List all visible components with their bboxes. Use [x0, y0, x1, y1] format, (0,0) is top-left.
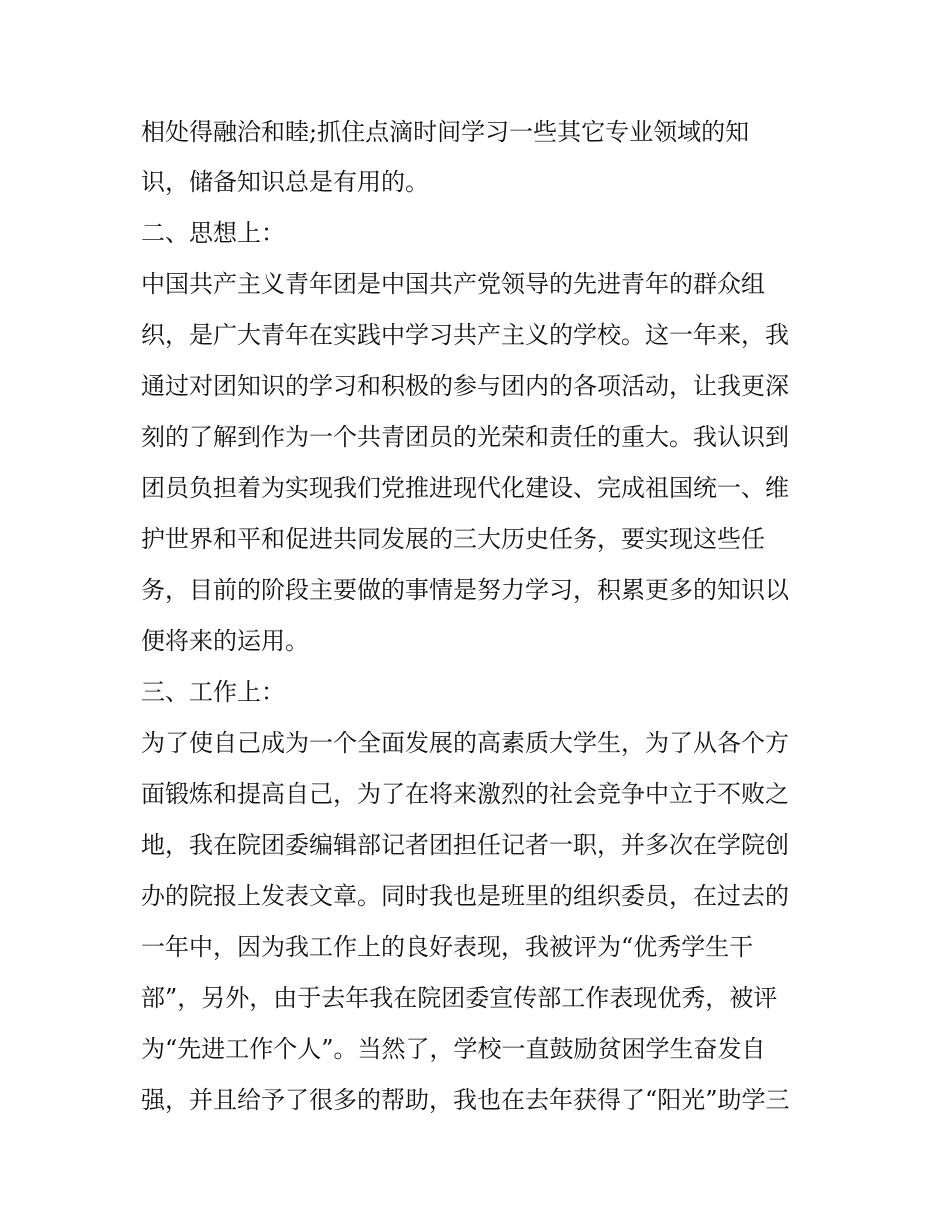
text-line: 识，储备知识总是有用的。 [141, 168, 429, 196]
text-line: 护世界和平和促进共同发展的三大历史任务，要实现这些任 [141, 525, 765, 553]
text-line: 通过对团知识的学习和积极的参与团内的各项活动，让我更深 [141, 372, 789, 400]
text-line: 面锻炼和提高自己，为了在将来激烈的社会竞争中立于不败之 [141, 780, 789, 808]
text-line: 务，目前的阶段主要做的事情是努力学习，积累更多的知识以 [141, 576, 789, 604]
text-line: 办的院报上发表文章。同时我也是班里的组织委员，在过去的 [141, 882, 789, 910]
text-line: 一年中，因为我工作上的良好表现，我被评为“优秀学生干 [141, 933, 754, 961]
text-line: 团员负担着为实现我们党推进现代化建设、完成祖国统一、维 [141, 474, 789, 502]
text-line: 为“先进工作个人”。当然了，学校一直鼓励贫困学生奋发自 [141, 1035, 766, 1063]
text-line: 中国共产主义青年团是中国共产党领导的先进青年的群众组 [141, 270, 765, 298]
text-line: 地，我在院团委编辑部记者团担任记者一职，并多次在学院创 [141, 831, 789, 859]
text-line: 刻的了解到作为一个共青团员的光荣和责任的重大。我认识到 [141, 423, 789, 451]
section-heading-thought: 二、思想上： [141, 219, 285, 247]
text-line: 便将来的运用。 [141, 627, 309, 655]
text-line: 相处得融洽和睦;抓住点滴时间学习一些其它专业领域的知 [141, 118, 750, 146]
text-line: 织，是广大青年在实践中学习共产主义的学校。这一年来，我 [141, 321, 789, 349]
text-line: 强，并且给予了很多的帮助，我也在去年获得了“阳光”助学三 [141, 1086, 790, 1114]
section-heading-work: 三、工作上： [141, 678, 285, 706]
text-line: 为了使自己成为一个全面发展的高素质大学生，为了从各个方 [141, 729, 789, 757]
text-line: 部”，另外，由于去年我在院团委宣传部工作表现优秀，被评 [141, 984, 778, 1012]
